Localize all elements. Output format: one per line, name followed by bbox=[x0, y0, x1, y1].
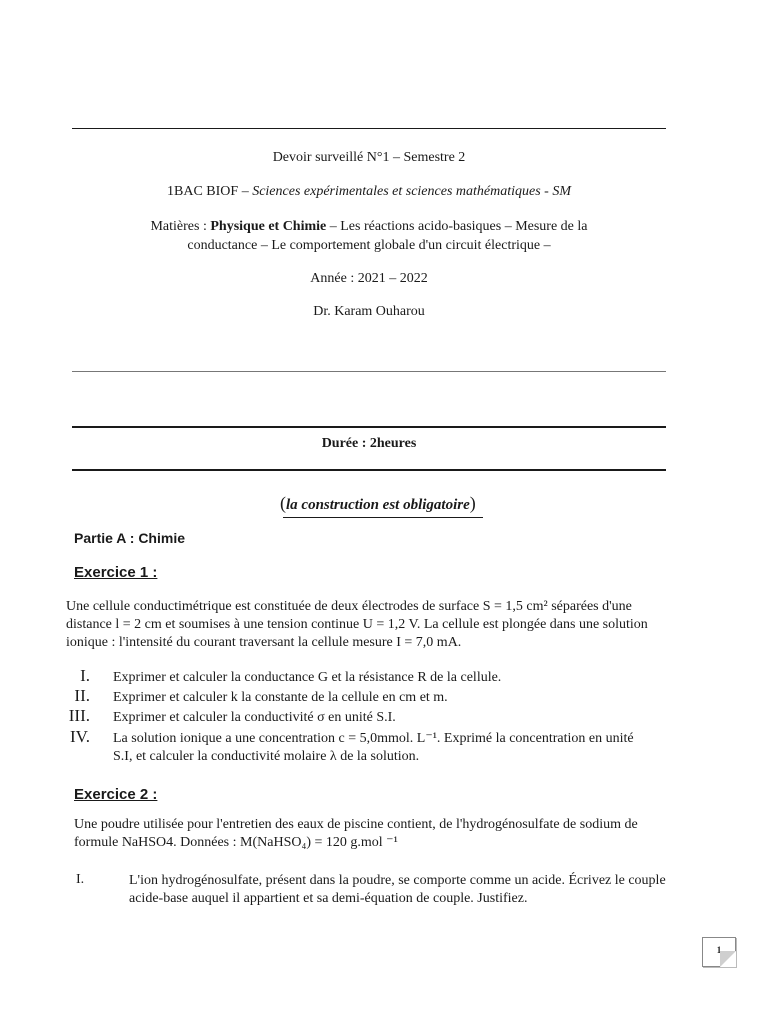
exercise-2-paragraph bbox=[74, 816, 714, 852]
ex1-line-2: distance l = 2 cm et soumises à une tension continue U = 1,2 V. La cellule est plongée dans une solution bbox=[66, 617, 648, 632]
note-underline bbox=[283, 517, 483, 518]
note-text: la construction est obligatoire bbox=[286, 497, 470, 513]
ex2-line-2: formule NaHSO4. Données : M(NaHSO₄) = 120 g.mol ⁻¹ bbox=[74, 835, 398, 850]
ex1-item-1-text: Exprimer et calculer la conductance G et la résistance R de la cellule. bbox=[113, 670, 502, 685]
school-year: Année : 2021 – 2022 bbox=[310, 271, 428, 286]
duration-bottom-rule bbox=[72, 469, 666, 471]
ex2-item-1-text bbox=[129, 872, 719, 908]
subjects-line-2: conductance – Le comportement globale d'un circuit électrique – bbox=[187, 238, 551, 253]
ex1-line-3: ionique : l'intensité du courant traversant la cellule mesure I = 7,0 mA. bbox=[66, 635, 462, 650]
ex2-line-1: Une poudre utilisée pour l'entretien des eaux de piscine contient, de l'hydrogénosulfate de sodium de bbox=[74, 817, 638, 832]
ex1-item-3-num: III. bbox=[68, 706, 90, 725]
note-open-paren: ( bbox=[280, 493, 286, 513]
top-rule bbox=[72, 128, 666, 129]
duration-top-rule bbox=[72, 426, 666, 428]
subjects-prefix: Matières : bbox=[150, 219, 211, 234]
ex1-item-2-num: II. bbox=[74, 686, 90, 705]
note-close-paren: ) bbox=[469, 493, 476, 513]
ex2-item-1-line-1: L'ion hydrogénosulfate, présent dans la poudre, se comporte comme un acide. Écrivez le couple bbox=[129, 873, 666, 888]
duration: Durée : 2heures bbox=[321, 436, 417, 451]
exercise-1-title: Exercice 1 : bbox=[74, 564, 158, 581]
exercise-1-paragraph bbox=[66, 598, 706, 652]
ex2-item-1-num: I. bbox=[76, 872, 85, 887]
page-fold-icon bbox=[720, 951, 736, 967]
ex1-item-3-text: Exprimer et calculer la conductivité σ en unité S.I. bbox=[113, 710, 396, 725]
ex1-item-4-text-2: S.I, et calculer la conductivité molaire λ de la solution. bbox=[113, 749, 420, 764]
header-bottom-rule bbox=[72, 371, 666, 372]
exercise-2-title: Exercice 2 : bbox=[74, 786, 158, 803]
ex2-item-1-line-2: acide-base auquel il appartient et sa demi-équation de couple. Justifiez. bbox=[129, 891, 528, 906]
exam-title: Devoir surveillé N°1 – Semestre 2 bbox=[272, 150, 466, 165]
page-number-box bbox=[702, 937, 736, 967]
subjects-line bbox=[72, 219, 666, 235]
construction-note bbox=[280, 493, 476, 514]
ex1-item-1-num: I. bbox=[80, 666, 90, 685]
class-prefix: 1BAC BIOF – bbox=[167, 184, 253, 199]
class-line bbox=[72, 184, 666, 200]
subjects-bold: Physique et Chimie bbox=[210, 219, 327, 234]
class-track: Sciences expérimentales et sciences mathématiques - SM bbox=[252, 184, 571, 199]
subjects-rest: – Les réactions acido-basiques – Mesure de la bbox=[326, 219, 588, 234]
ex1-item-2-text: Exprimer et calculer k la constante de la cellule en cm et m. bbox=[113, 690, 448, 705]
ex1-item-4-text: La solution ionique a une concentration c = 5,0mmol. L⁻¹. Exprimé la concentration en unité bbox=[113, 731, 634, 746]
part-a-heading: Partie A : Chimie bbox=[74, 530, 185, 546]
ex1-line-1: Une cellule conductimétrique est constituée de deux électrodes de surface S = 1,5 cm² séparées d'une bbox=[66, 599, 632, 614]
ex1-item-4-num: IV. bbox=[70, 727, 90, 746]
page-number: 1 bbox=[716, 945, 722, 955]
author: Dr. Karam Ouharou bbox=[313, 304, 425, 319]
